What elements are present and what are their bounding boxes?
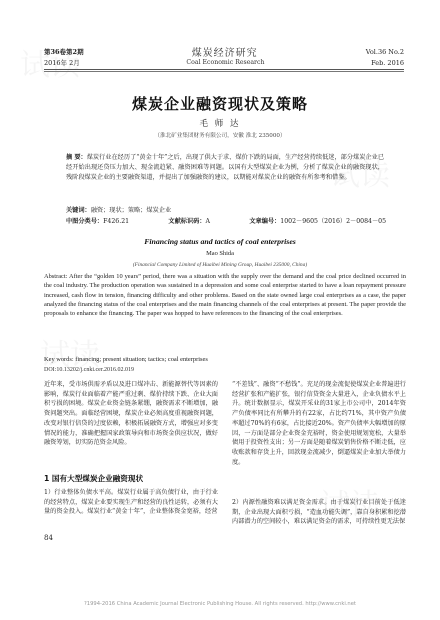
page-number: 84 bbox=[44, 534, 53, 542]
keywords-en: Key words: financing; present situation; tactics; coal enterprises bbox=[44, 356, 208, 363]
clc-label: 中图分类号： bbox=[66, 218, 104, 225]
article-title-en: Financing status and tactics of coal enterprises bbox=[144, 237, 296, 246]
date-en: Feb. 2016 bbox=[371, 58, 404, 67]
doi: DOI:10.13202/j.cnki.cer.2016.02.019 bbox=[44, 367, 134, 373]
article-title: 煤炭企业融资现状及策略 bbox=[131, 95, 308, 113]
header-rule-thin bbox=[44, 71, 404, 72]
doc-code-value: A bbox=[205, 218, 210, 225]
body-paragraph-debt: 1）行业整体负债水平高。煤炭行业属于高负债行业，由于行业的经营特点，煤炭企业要实现生产和经营的良性运转，必须有大量的资金投入。煤炭行业“黄金十年”，企业整体资金宽裕，经营 bbox=[44, 489, 218, 516]
affiliation-en: (Financial Company Limited of Huaibei Mining Group, Huaibei 235000, China) bbox=[132, 262, 308, 268]
article-no-label: 文章编号： bbox=[249, 218, 281, 225]
keywords-text-cn: 融资；现状；策略；煤炭企业 bbox=[90, 207, 172, 214]
author-cn: 毛 师 达 bbox=[199, 119, 241, 129]
abstract-label-cn: 摘 要： bbox=[66, 154, 87, 161]
journal-header bbox=[44, 44, 404, 59]
header-rule bbox=[44, 69, 404, 70]
section-heading: 1 国有大型煤炭企业融资现状 bbox=[44, 474, 144, 483]
clc-value: F426.21 bbox=[103, 218, 130, 225]
journal-title-en: Coal Economic Research bbox=[186, 59, 265, 66]
abstract-en: Abstract: After the “golden 10 years” period, there was a situation with the supply over the demand and the coal price declined occurred in the coal industry. The production operation was sustained in a depression and some coal enterprise started to have a loan repayment pressure increased, cash flow in tension, financing difficulty and other problems. Based on the state owned large coal enterprises as a case, the paper analyzed the financing status of the coal enterprises and the main financing channels of the coal enterprises at present. The paper provide the proposals to enhance the financing. The paper was hopped to have references to the financing of the coal enterprises. bbox=[44, 273, 406, 318]
body-paragraph-right: “不差钱”、融资“不愁钱”。充足的现金流促使煤炭企业普遍进行经营扩张和产能扩张，银行信贷资金大量进入，企业负债水平上升。统计数据显示，煤炭开采业的31家上市公司中，2014年资产负债率同比有所攀升的有22家，占比约71%，其中资产负债率超过70%的有6家，占比接近20%。资产负债率大幅增加的原因，一方面是部分企业资金充裕时，资金使用规划宽松，大量举债用于投资性支出；另一方面是随着煤炭销售价格不断走低，应收账款和存货上升，回款现金流减少，倒逼煤炭企业加大举债力度。 bbox=[232, 381, 406, 466]
affiliation-cn: （淮北矿业集团财务有限公司，安徽 淮北 235000） bbox=[154, 133, 286, 139]
keywords-cn bbox=[66, 205, 384, 214]
copyright-footer: ?1994-2016 China Academic Journal Electronic Publishing House. All rights reserved. http://www.cnki.net bbox=[84, 601, 356, 607]
classification-row bbox=[66, 216, 386, 225]
keywords-label-cn: 关键词： bbox=[66, 207, 91, 214]
volume-cn: 第36卷第2期 bbox=[44, 48, 84, 56]
date-cn: 2016年 2月 bbox=[44, 59, 80, 67]
author-en: Mao Shida bbox=[206, 250, 234, 257]
body-paragraph-funding: 2）内源性融资难以满足资金需求。由于煤炭行业目前处于低迷期，企业出现大面积亏损，“造血功能失调”，靠自身积累和挖潜内部潜力的空间较小，难以满足资金的需求，可持续性更无法保 bbox=[232, 499, 406, 526]
journal-header-sub bbox=[44, 58, 404, 67]
abstract-cn bbox=[66, 153, 384, 182]
article-no-value: 1002－9605（2016）2－0084－05 bbox=[280, 218, 386, 225]
journal-title-cn: 煤炭经济研究 bbox=[191, 48, 258, 59]
abstract-text-cn: 煤炭行业在经历了“黄金十年”之后，出现了供大于求、煤价下跌的局面，生产经营持续低迷，部分煤炭企业已经开始出现还贷压力加大、现金流趋紧、融资困难等问题。以国有大型煤炭企业为例，分析了煤炭企业的融资现状，残阶段煤炭企业的主要融资渠道，并提出了加强融资的建议，以期能对煤炭企业的融资有所参考和借鉴。 bbox=[66, 154, 385, 181]
volume-en: Vol.36 No.2 bbox=[365, 47, 404, 56]
doc-code-label: 文献标识码： bbox=[168, 218, 206, 225]
body-paragraph-intro: 近年来，受市场供需矛盾以及进口煤冲击、新能源替代等因素的影响，煤炭行业面临着产能严重过剩、煤价持续下跌、企业大面积亏损的困境。煤炭企业资金链条紧绷，融资需求不断增加，融资问题突出。面临经营困境，煤炭企业必须高度重视融资问题，改变对银行信贷的过度依赖，积极拓展融资方式，增强应对多变情况的能力，准确把握国家政策导向和市场资金供应状况，做好融资筹划，切实防范资金风险。 bbox=[44, 381, 218, 447]
